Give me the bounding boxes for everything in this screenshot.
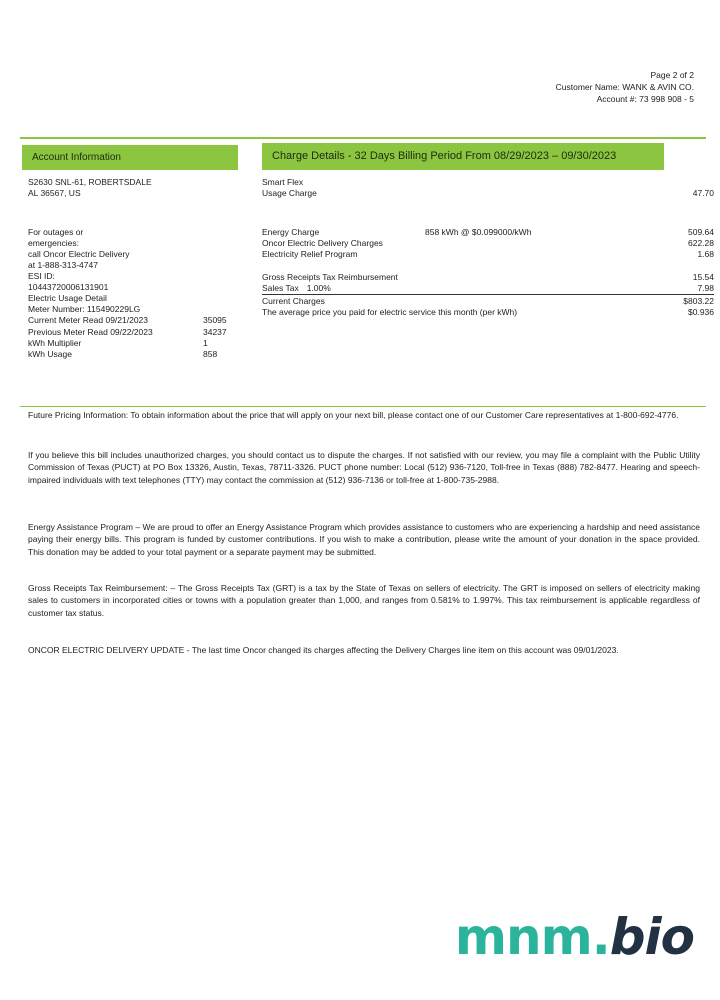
meter-row-value: 35095 bbox=[203, 315, 227, 326]
assistance-paragraph: Energy Assistance Program – We are proud to offer an Energy Assistance Program which provides assistance to customers who are experiencing a hardship and need assistance paying their energy bills. This program is funded by customer contributions. If you wish to make a contribution, please write the amount of your donation in the space provided. This donation may be added to your total payment or a separate payment may be submitted. bbox=[28, 522, 700, 557]
meter-row-value: 34237 bbox=[203, 326, 227, 337]
usage-charge-label: Usage Charge bbox=[262, 188, 317, 198]
sales-tax-row bbox=[262, 283, 714, 295]
relief-program-label: Electricity Relief Program bbox=[262, 249, 358, 259]
plan-name: Smart Flex bbox=[262, 177, 304, 187]
dispute-paragraph: If you believe this bill includes unauthorized charges, you should contact us to dispute the charges. If not satisfied with our review, you may file a complaint with the Public Utility Commission of Texas (PUCT) at PO Box 13326, Austin, Texas, 78711-3326. PUCT phone number: Local (512) 936-7120, Toll-free in Texas (888) 782-8477. Hearing and speech-impaired individuals with text telephones (TTY) may contact the commission at (512) 936-7136 or toll-free at 1-800-735-2988. bbox=[28, 450, 700, 485]
meter-row-label: kWh Usage bbox=[28, 348, 72, 359]
top-divider bbox=[20, 137, 706, 139]
page-header bbox=[556, 70, 694, 106]
meter-row bbox=[28, 349, 228, 360]
meter-row-label: Current Meter Read 09/21/2023 bbox=[28, 315, 149, 326]
current-charges-label: Current Charges bbox=[262, 296, 325, 306]
oncor-charges-row bbox=[262, 238, 714, 249]
meter-row-label: Previous Meter Read 09/22/2023 bbox=[28, 326, 153, 337]
energy-charge-rate: 858 kWh @ $0.099000/kWh bbox=[425, 227, 532, 237]
charge-details-title: Charge Details - 32 Days Billing Period From 08/29/2023 – 09/30/2023 bbox=[262, 143, 664, 170]
oncor-charges-value: 622.28 bbox=[688, 238, 714, 248]
relief-program-row bbox=[262, 249, 714, 260]
meter-row-value: 858 bbox=[203, 348, 218, 359]
grt-label: Gross Receipts Tax Reimbursement bbox=[262, 272, 398, 282]
grt-paragraph: Gross Receipts Tax Reimbursement: – The Gross Receipts Tax (GRT) is a tax by the State of Texas on sellers of electricity. The GRT is imposed on sellers of electricity making sales to customers in incorporated cities or towns with a population greater than 1,000, and ranges from 0.581% to 1.997%. This tax reimbursement is applicable regardless of customer tax status. bbox=[28, 583, 700, 618]
brand-part1: mnm. bbox=[454, 908, 610, 966]
customer-name: Customer Name: WANK & AVIN CO. bbox=[555, 81, 694, 92]
usage-charge-value: 47.70 bbox=[692, 188, 714, 198]
outage-phone: at 1-888-313-4747 bbox=[28, 260, 98, 271]
grt-row bbox=[262, 272, 714, 283]
usage-charge-row bbox=[262, 188, 714, 199]
energy-charge-row bbox=[262, 227, 714, 238]
average-price-value: $0.936 bbox=[688, 307, 714, 317]
relief-program-value: 1.68 bbox=[697, 249, 714, 259]
service-address-line1: S2630 SNL-61, ROBERTSDALE bbox=[28, 177, 152, 187]
average-price-label: The average price you paid for electric service this month (per kWh) bbox=[262, 307, 518, 317]
meter-row bbox=[28, 315, 228, 326]
outage-line2: emergencies: bbox=[28, 238, 80, 249]
meter-row bbox=[28, 327, 228, 338]
current-charges-value: $803.22 bbox=[683, 296, 714, 306]
page-number: Page 2 of 2 bbox=[650, 70, 694, 80]
sales-tax-value: 7.98 bbox=[697, 283, 714, 293]
account-number: Account #: 73 998 908 - 5 bbox=[596, 93, 694, 104]
outage-line1: For outages or bbox=[28, 227, 84, 238]
oncor-charges-label: Oncor Electric Delivery Charges bbox=[262, 238, 383, 248]
sales-tax-rate: 1.00% bbox=[306, 283, 331, 293]
service-address-line2: AL 36567, US bbox=[28, 188, 81, 199]
oncor-update-paragraph: ONCOR ELECTRIC DELIVERY UPDATE - The last time Oncor changed its charges affecting the Delivery Charges line item on this account was 09/01/2023. bbox=[28, 645, 619, 655]
average-price-row bbox=[262, 307, 714, 318]
energy-charge-label: Energy Charge bbox=[262, 227, 320, 237]
esi-value: 10443720006131901 bbox=[28, 282, 109, 293]
meter-row bbox=[28, 338, 228, 349]
future-pricing-paragraph: Future Pricing Information: To obtain information about the price that will apply on your next bill, please contact one of our Customer Care representatives at 1-800-692-4776. bbox=[28, 410, 679, 420]
brand-part2: bio bbox=[609, 908, 694, 966]
charge-details-panel bbox=[262, 177, 714, 318]
outage-line3: call Oncor Electric Delivery bbox=[28, 249, 130, 260]
meter-number: Meter Number: 115490229LG bbox=[28, 304, 141, 315]
section-divider bbox=[20, 406, 706, 407]
meter-row-value: 1 bbox=[203, 337, 208, 348]
account-info-title: Account Information bbox=[22, 145, 238, 170]
meter-row-label: kWh Multiplier bbox=[28, 337, 82, 348]
usage-detail-heading: Electric Usage Detail bbox=[28, 293, 107, 304]
current-charges-row bbox=[262, 296, 714, 307]
energy-charge-value: 509.64 bbox=[688, 227, 714, 237]
esi-label: ESI ID: bbox=[28, 271, 55, 282]
sales-tax-label: Sales Tax bbox=[262, 283, 299, 293]
brand-watermark bbox=[455, 905, 694, 970]
grt-value: 15.54 bbox=[692, 272, 714, 282]
account-info-panel bbox=[28, 177, 228, 360]
